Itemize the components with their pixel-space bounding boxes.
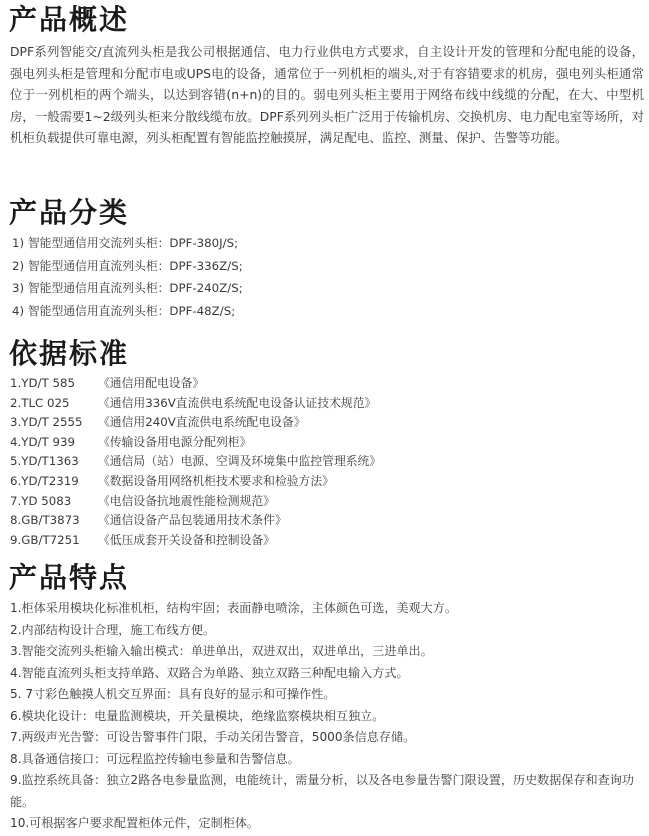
feature-item: 1.柜体采用模块化标准机柜，结构牢固；表面静电喷涂，主体颜色可选，美观大方。	[10, 601, 457, 615]
standard-item	[0, 413, 381, 433]
feature-item: 10.可根据客户要求配置柜体元件，定制柜体。	[10, 816, 260, 830]
standard-name: 《通信局（站）电源、空调及环境集中监控管理系统》	[98, 454, 382, 469]
overview-paragraph: DPF系列智能交/直流列头柜是我公司根据通信、电力行业供电方式要求，自主设计开发的管理和分配电能的设备，强电列头柜是管理和分配市电或UPS电的设备，通常位于一列机柜的端头,对于有容错要求的机房，强电列头柜通常位于一列机柜的两个端头，以达到容错(n+n)的目的。弱电列头柜主要用于网络布线中线缆的分配，在大、中型机房，一般需要1~2级列头柜来分散线缆布放。DPF系列列头柜广泛用于传输机房、交换机房、电力配电室等场所，对机柜负载提供可靠电源，列头柜配置有智能监控触摸屏，满足配电、监控、测量、保护、告警等功能。	[10, 44, 644, 145]
feature-item: 5. 7寸彩色触摸人机交互界面：具有良好的显示和可操作性。	[10, 687, 336, 701]
standard-item	[0, 492, 381, 512]
categories-list	[0, 232, 243, 322]
standard-code: 5.YD/T1363	[10, 454, 79, 469]
features-heading: 产品特点	[9, 561, 130, 594]
standard-item	[0, 511, 381, 531]
standard-item	[0, 374, 381, 394]
feature-item: 9.监控系统具备：独立2路各电参量监测，电能统计，需量分析，以及各电参量告警门限设置，历史数据保存和查询功能。	[10, 773, 634, 809]
standards-heading: 依据标准	[9, 337, 130, 370]
standard-name: 《电信设备抗地震性能检测规范》	[98, 493, 275, 508]
category-item: 1) 智能型通信用交流列头柜：DPF-380J/S;	[12, 236, 239, 250]
overview-heading: 产品概述	[9, 3, 130, 36]
standard-name: 《通信设备产品包装通用技术条件》	[98, 513, 287, 528]
standard-code: 6.YD/T2319	[10, 473, 79, 488]
standard-name: 《低压成套开关设备和控制设备》	[98, 532, 275, 547]
standard-item	[0, 452, 381, 472]
standard-item	[0, 433, 381, 453]
category-item: 3) 智能型通信用直流列头柜：DPF-240Z/S;	[12, 281, 243, 295]
standard-item	[0, 531, 381, 551]
feature-item: 7.两级声光告警：可设告警事件门限，手动关闭告警音，5000条信息存储。	[10, 730, 416, 744]
standard-name: 《通信用配电设备》	[98, 376, 205, 390]
feature-item: 4.智能直流列头柜支持单路、双路合为单路、独立双路三种配电输入方式。	[10, 665, 409, 680]
standard-item	[0, 394, 381, 414]
standard-code: 4.YD/T 939	[10, 434, 75, 449]
category-item: 4) 智能型通信用直流列头柜：DPF-48Z/S;	[12, 303, 236, 318]
standard-code: 9.GB/T7251	[10, 532, 80, 547]
feature-item: 6.模块化设计：电量监测模块，开关量模块，绝缘监察模块相互独立。	[10, 708, 385, 723]
category-item: 2) 智能型通信用直流列头柜：DPF-336Z/S;	[12, 258, 243, 273]
feature-item: 2.内部结构设计合理，施工布线方便。	[10, 622, 216, 637]
standard-name: 《传输设备用电源分配列柜》	[98, 434, 252, 449]
standard-code: 2.TLC 025	[10, 395, 70, 410]
standard-code: 1.YD/T 585	[10, 376, 75, 390]
features-list	[0, 598, 634, 835]
standard-name: 《通信用336V直流供电系统配电设备认证技术规范》	[98, 395, 377, 410]
standard-code: 8.GB/T3873	[10, 513, 80, 528]
feature-item: 8.具备通信接口：可远程监控传输电参量和告警信息。	[10, 751, 300, 766]
standard-code: 3.YD/T 2555	[10, 415, 83, 430]
standards-list	[0, 374, 381, 550]
categories-heading: 产品分类	[9, 196, 130, 229]
standard-code: 7.YD 5083	[10, 493, 72, 508]
standard-name: 《通信用240V直流供电系统配电设备》	[98, 415, 306, 430]
standard-item	[0, 472, 381, 492]
feature-item: 3.智能交流列头柜输入输出模式：单进单出，双进双出，双进单出，三进单出。	[10, 644, 433, 658]
standard-name: 《数据设备用网络机柜技术要求和检验方法》	[98, 473, 334, 488]
